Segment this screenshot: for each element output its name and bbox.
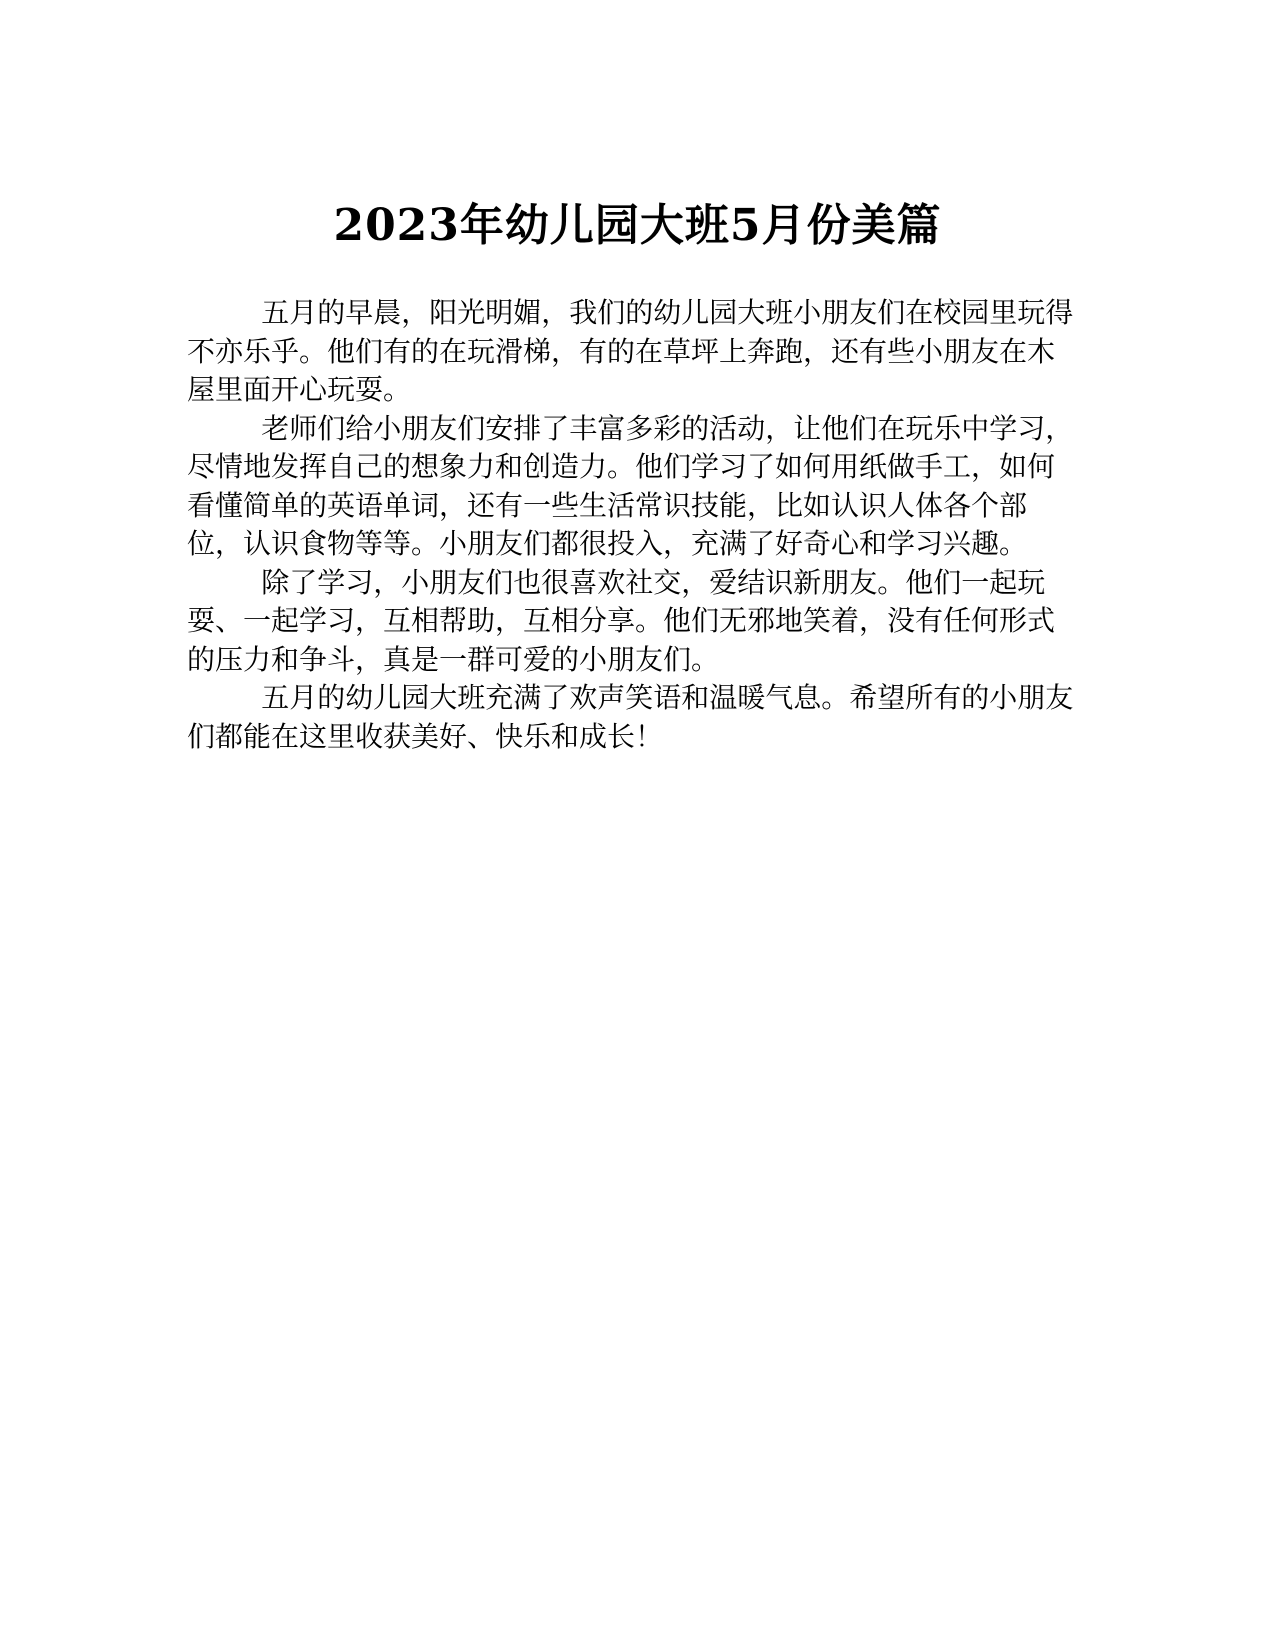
paragraph-1: 五月的早晨，阳光明媚，我们的幼儿园大班小朋友们在校园里玩得不亦乐乎。他们有的在玩滑梯，有的在草坪上奔跑，还有些小朋友在木屋里面开心玩耍。	[187, 296, 1074, 406]
paragraph-2: 老师们给小朋友们安排了丰富多彩的活动，让他们在玩乐中学习，尽情地发挥自己的想象力和创造力。他们学习了如何用纸做手工，如何看懂简单的英语单词，还有一些生活常识技能，比如认识人体各个部位，认识食物等等。小朋友们都很投入，充满了好奇心和学习兴趣。	[187, 411, 1074, 560]
document-title: 2023年幼儿园大班5月份美篇	[333, 200, 942, 251]
document-body	[187, 294, 1077, 756]
paragraph-4: 五月的幼儿园大班充满了欢声笑语和温暖气息。希望所有的小朋友们都能在这里收获美好、快乐和成长！	[187, 681, 1074, 753]
paragraph-3: 除了学习，小朋友们也很喜欢社交，爱结识新朋友。他们一起玩耍、一起学习，互相帮助，互相分享。他们无邪地笑着，没有任何形式的压力和争斗，真是一群可爱的小朋友们。	[187, 565, 1056, 676]
